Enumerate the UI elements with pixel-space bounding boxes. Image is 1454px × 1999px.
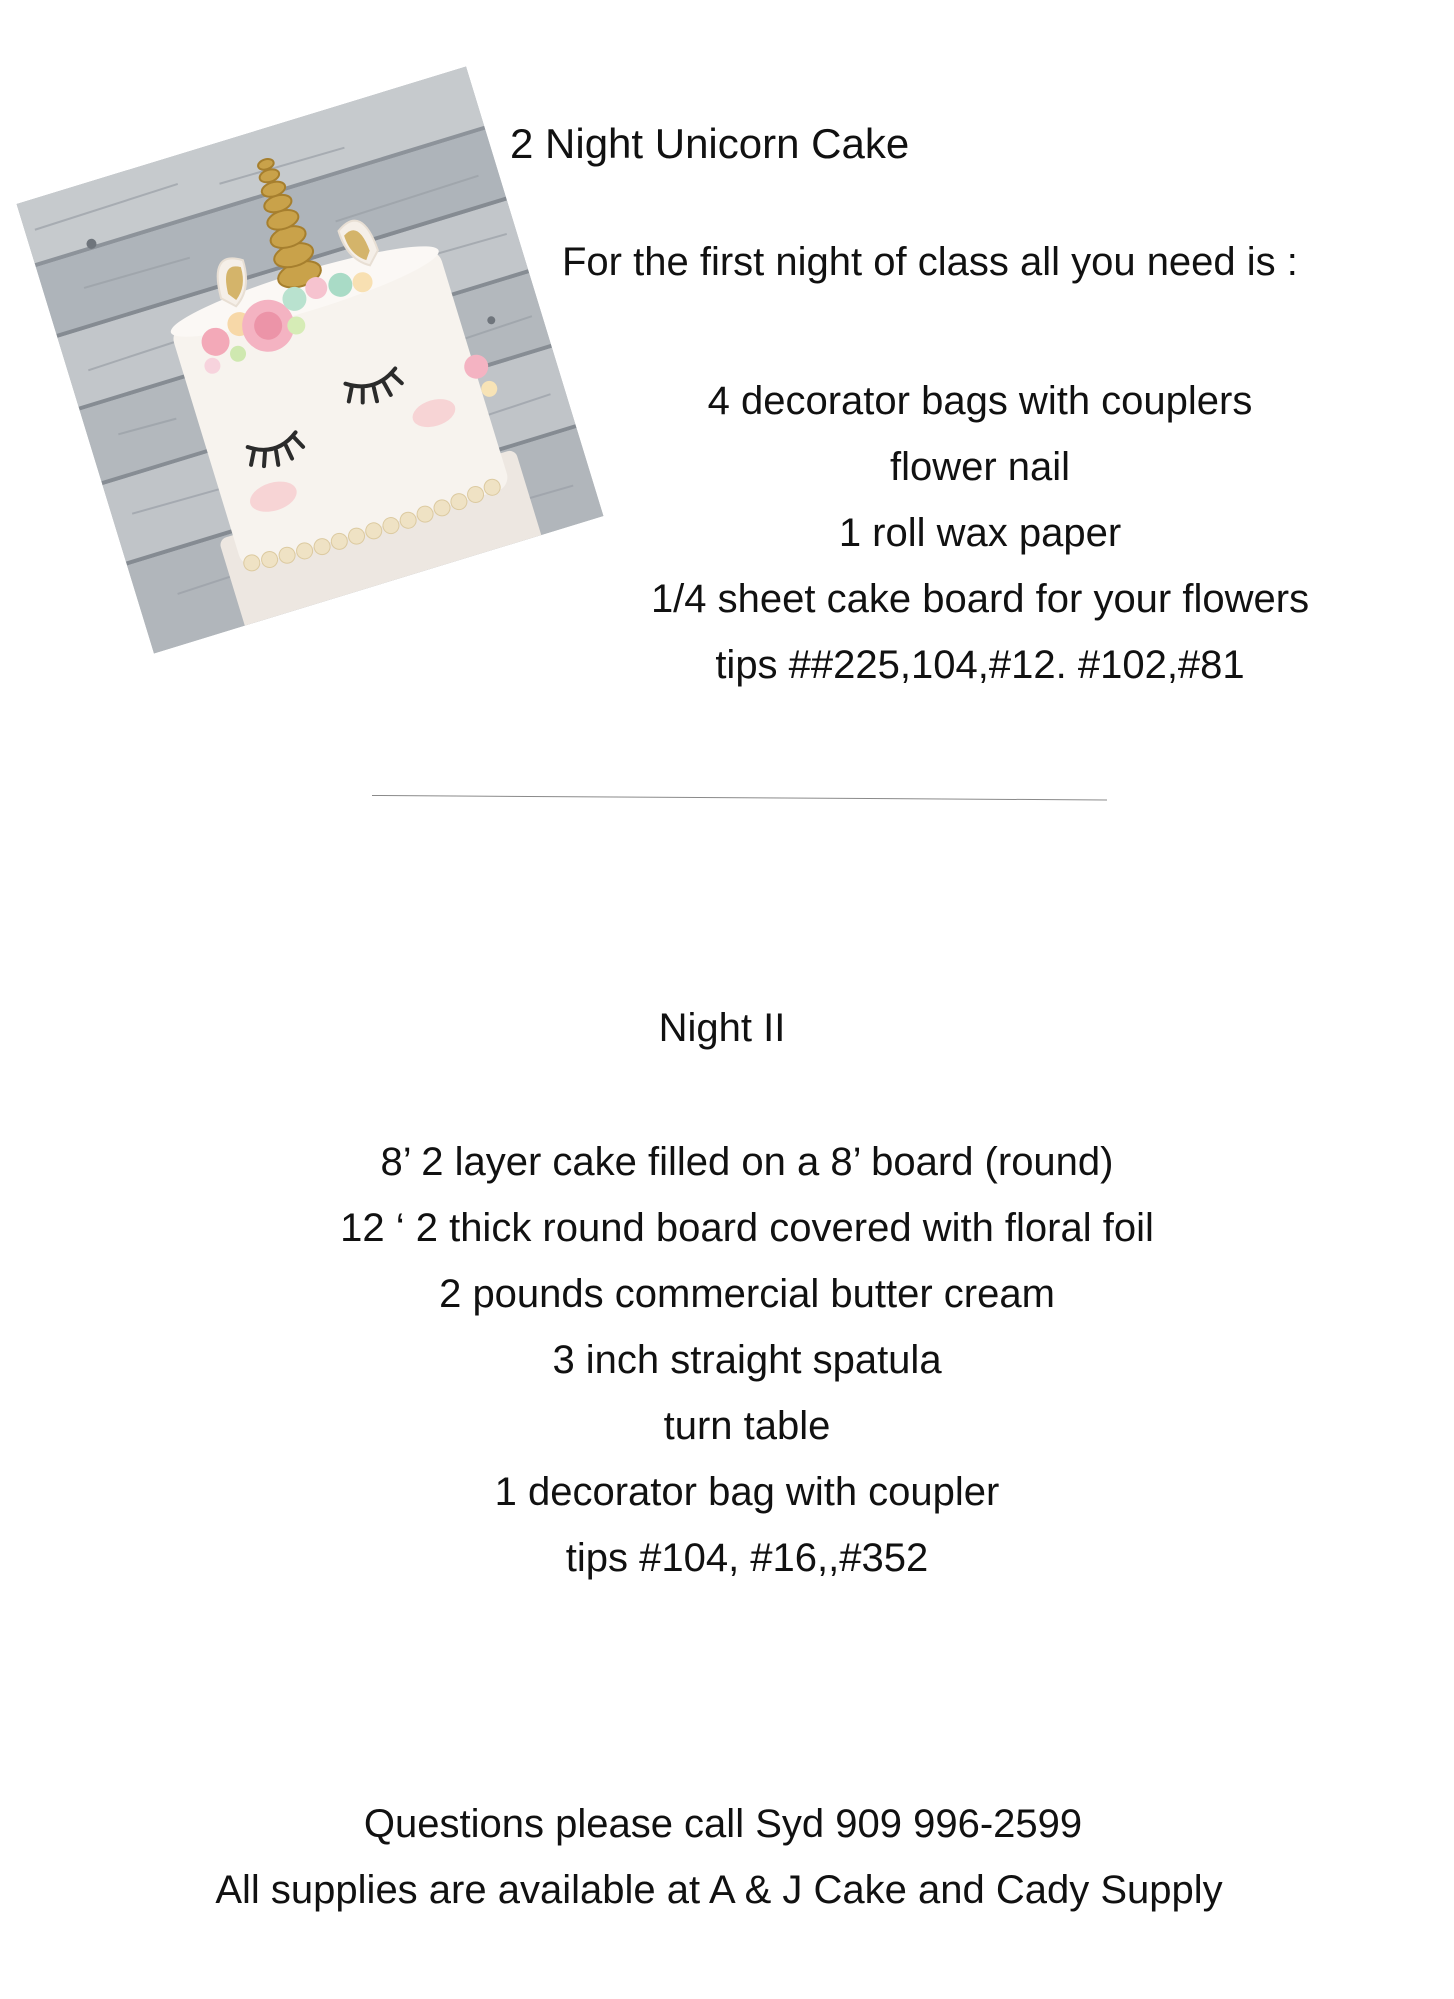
list-item: turn table xyxy=(663,1404,831,1448)
night1-supply-list xyxy=(570,368,1390,698)
night2-heading: Night II xyxy=(658,1006,786,1050)
section-divider xyxy=(372,795,1107,800)
supplies-line: All supplies are available at A & J Cake and Cady Supply xyxy=(215,1868,1223,1912)
list-item: 1/4 sheet cake board for your flowers xyxy=(650,577,1310,621)
list-item: 12 ‘ 2 thick round board covered with floral foil xyxy=(340,1206,1154,1250)
contact-line: Questions please call Syd 909 996-2599 xyxy=(363,1802,1083,1846)
page-title: 2 Night Unicorn Cake xyxy=(510,120,910,167)
list-item: flower nail xyxy=(889,445,1071,489)
list-item: 2 pounds commercial butter cream xyxy=(439,1272,1055,1316)
list-item: 4 decorator bags with couplers xyxy=(707,379,1253,423)
list-item: 3 inch straight spatula xyxy=(552,1338,942,1382)
list-item: 8’ 2 layer cake filled on a 8’ board (round) xyxy=(380,1140,1114,1184)
list-item: tips ##225,104,#12. #102,#81 xyxy=(715,643,1245,687)
intro-text: For the first night of class all you need is : xyxy=(562,240,1298,284)
list-item: tips #104, #16,,#352 xyxy=(565,1536,929,1580)
list-item: 1 decorator bag with coupler xyxy=(494,1470,1000,1514)
night2-supply-list xyxy=(227,1129,1267,1591)
list-item: 1 roll wax paper xyxy=(838,511,1122,555)
